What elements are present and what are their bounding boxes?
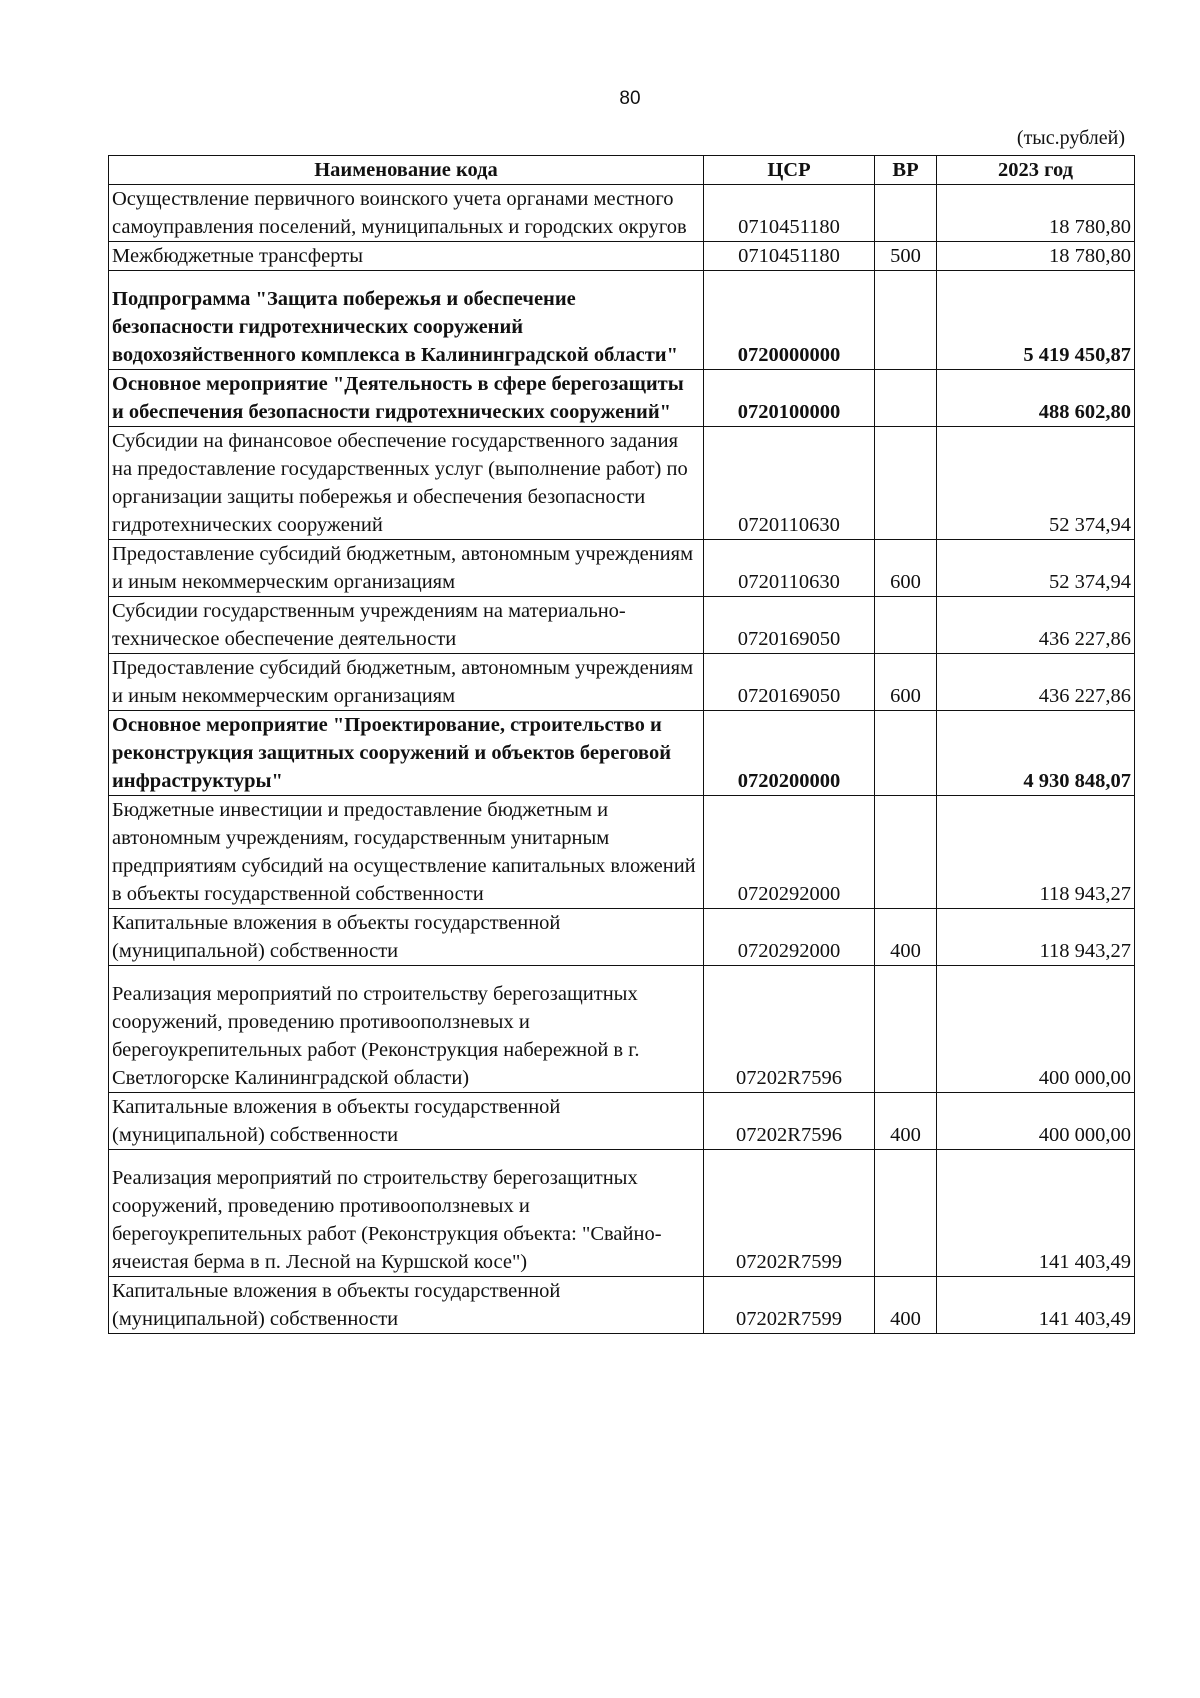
row-vr [875,271,937,370]
table-row [109,242,1135,271]
table-row [109,966,1135,1093]
row-name: Бюджетные инвестиции и предоставление бюджетным и автономным учреждениям, государственным унитарным предприятиям субсидий на осуществление капитальных вложений в объекты государственной собственности [109,796,704,909]
row-amount: 436 227,86 [937,597,1135,654]
row-vr [875,427,937,540]
row-amount: 436 227,86 [937,654,1135,711]
row-vr [875,1150,937,1277]
table-row [109,540,1135,597]
row-vr [875,597,937,654]
budget-table [108,155,1135,1334]
row-name: Предоставление субсидий бюджетным, автономным учреждениям и иным некоммерческим организациям [109,540,704,597]
header-name: Наименование кода [109,156,704,185]
row-name: Подпрограмма "Защита побережья и обеспечение безопасности гидротехнических сооружений водохозяйственного комплекса в Калининградской области" [109,271,704,370]
row-name: Реализация мероприятий по строительству берегозащитных сооружений, проведению противооползневых и берегоукрепительных работ (Реконструкция объекта: "Свайно-ячеистая берма в п. Лесной на Куршской косе") [109,1150,704,1277]
row-csr: 07202R7596 [704,966,875,1093]
row-vr: 400 [875,909,937,966]
row-csr: 0720000000 [704,271,875,370]
table-header-row [109,156,1135,185]
page-number: 80 [619,88,641,109]
row-amount: 400 000,00 [937,966,1135,1093]
row-vr: 500 [875,242,937,271]
row-csr: 07202R7599 [704,1150,875,1277]
table-row [109,271,1135,370]
row-csr: 0710451180 [704,185,875,242]
row-csr: 0720110630 [704,427,875,540]
row-vr [875,796,937,909]
row-amount: 141 403,49 [937,1150,1135,1277]
row-amount: 18 780,80 [937,242,1135,271]
row-name: Осуществление первичного воинского учета органами местного самоуправления поселений, муниципальных и городских округов [109,185,704,242]
row-amount: 488 602,80 [937,370,1135,427]
row-vr: 600 [875,540,937,597]
row-name: Субсидии на финансовое обеспечение государственного задания на предоставление государственных услуг (выполнение работ) по организации защиты побережья и обеспечения безопасности гидротехнических сооружений [109,427,704,540]
row-amount: 52 374,94 [937,540,1135,597]
row-csr: 0720292000 [704,796,875,909]
row-vr: 400 [875,1277,937,1334]
row-vr [875,370,937,427]
row-amount: 141 403,49 [937,1277,1135,1334]
table-row [109,1093,1135,1150]
row-amount: 52 374,94 [937,427,1135,540]
table-row [109,909,1135,966]
row-csr: 0720100000 [704,370,875,427]
table-row [109,427,1135,540]
table-row [109,1150,1135,1277]
row-vr [875,966,937,1093]
row-amount: 4 930 848,07 [937,711,1135,796]
row-name: Капитальные вложения в объекты государственной (муниципальной) собственности [109,909,704,966]
table-row [109,796,1135,909]
row-amount: 400 000,00 [937,1093,1135,1150]
row-csr: 0720200000 [704,711,875,796]
row-amount: 118 943,27 [937,796,1135,909]
row-vr: 600 [875,654,937,711]
table-row [109,1277,1135,1334]
row-csr: 0720110630 [704,540,875,597]
table-row [109,654,1135,711]
units-label: (тыс.рублей) [1016,127,1125,149]
row-csr: 0720169050 [704,654,875,711]
header-vr: ВР [875,156,937,185]
row-name: Субсидии государственным учреждениям на материально-техническое обеспечение деятельности [109,597,704,654]
row-name: Капитальные вложения в объекты государственной (муниципальной) собственности [109,1093,704,1150]
row-csr: 0710451180 [704,242,875,271]
row-name: Капитальные вложения в объекты государственной (муниципальной) собственности [109,1277,704,1334]
row-name: Межбюджетные трансферты [109,242,704,271]
row-vr: 400 [875,1093,937,1150]
row-vr [875,711,937,796]
row-name: Основное мероприятие "Проектирование, строительство и реконструкция защитных сооружений и объектов береговой инфраструктуры" [109,711,704,796]
row-name: Предоставление субсидий бюджетным, автономным учреждениям и иным некоммерческим организациям [109,654,704,711]
header-amount: 2023 год [937,156,1135,185]
row-amount: 18 780,80 [937,185,1135,242]
table-row [109,597,1135,654]
table-row [109,185,1135,242]
row-name: Реализация мероприятий по строительству берегозащитных сооружений, проведению противооползневых и берегоукрепительных работ (Реконструкция набережной в г. Светлогорске Калининградской области) [109,966,704,1093]
row-vr [875,185,937,242]
row-csr: 0720169050 [704,597,875,654]
row-csr: 0720292000 [704,909,875,966]
row-amount: 118 943,27 [937,909,1135,966]
row-name: Основное мероприятие "Деятельность в сфере берегозащиты и обеспечения безопасности гидротехнических сооружений" [109,370,704,427]
row-csr: 07202R7599 [704,1277,875,1334]
row-amount: 5 419 450,87 [937,271,1135,370]
row-csr: 07202R7596 [704,1093,875,1150]
header-csr: ЦСР [704,156,875,185]
table-row [109,370,1135,427]
table-row [109,711,1135,796]
